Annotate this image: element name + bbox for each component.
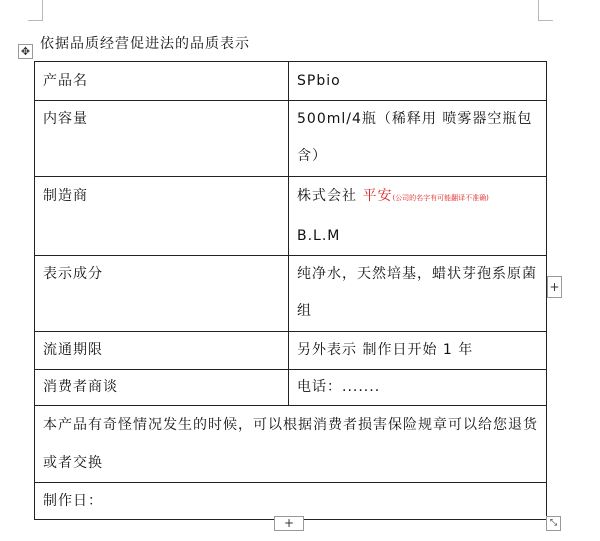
add-row-plus-icon[interactable]: + xyxy=(274,516,304,531)
row-label-product-name[interactable]: 产品名 xyxy=(35,62,289,101)
row-label-manufacturer[interactable]: 制造商 xyxy=(35,177,289,256)
row-value-content[interactable]: 500ml/4瓶（稀释用 喷雾器空瓶包含） xyxy=(289,101,547,177)
notice-cell[interactable]: 本产品有奇怪情况发生的时候，可以根据消费者损害保险规章可以给您退货或者交换 xyxy=(35,406,547,483)
manufacturer-prefix: 株式会社 xyxy=(297,188,357,204)
page-margin-corner-top-left xyxy=(28,0,43,21)
table-move-handle-icon[interactable]: ✥ xyxy=(18,44,33,59)
row-value-shelf-life[interactable]: 另外表示 制作日开始 1 年 xyxy=(289,332,547,370)
table-row xyxy=(35,62,547,101)
row-label-shelf-life[interactable]: 流通期限 xyxy=(35,332,289,370)
row-value-consumer-consultation[interactable]: 电话：....... xyxy=(289,370,547,406)
row-value-ingredients[interactable]: 纯净水，天然培基，蜡状芽孢系原菌组 xyxy=(289,256,547,332)
manufacturer-note-red: (公司的名字有可能翻译不准确) xyxy=(392,194,489,202)
row-label-ingredients[interactable]: 表示成分 xyxy=(35,256,289,332)
row-label-content[interactable]: 内容量 xyxy=(35,101,289,177)
table-row xyxy=(35,256,547,332)
table-row xyxy=(35,483,547,520)
row-value-manufacturer[interactable] xyxy=(289,177,547,256)
table-row xyxy=(35,332,547,370)
row-value-product-name[interactable]: SPbio xyxy=(289,62,547,101)
manufacturer-name-red: 平安 xyxy=(362,188,393,204)
table-row xyxy=(35,370,547,406)
page-margin-corner-top-right xyxy=(538,0,553,21)
production-date-cell[interactable]: 制作日： xyxy=(35,483,547,520)
table-row xyxy=(35,177,547,256)
add-column-plus-icon[interactable]: + xyxy=(547,276,562,298)
document-title: 依据品质经营促进法的品质表示 xyxy=(40,36,250,52)
table-row xyxy=(35,406,547,483)
manufacturer-suffix: B.L.M xyxy=(297,228,341,244)
table-resize-icon[interactable]: ⤡ xyxy=(546,516,561,531)
product-info-table xyxy=(34,61,547,520)
table-row xyxy=(35,101,547,177)
row-label-consumer-consultation[interactable]: 消费者商谈 xyxy=(35,370,289,406)
